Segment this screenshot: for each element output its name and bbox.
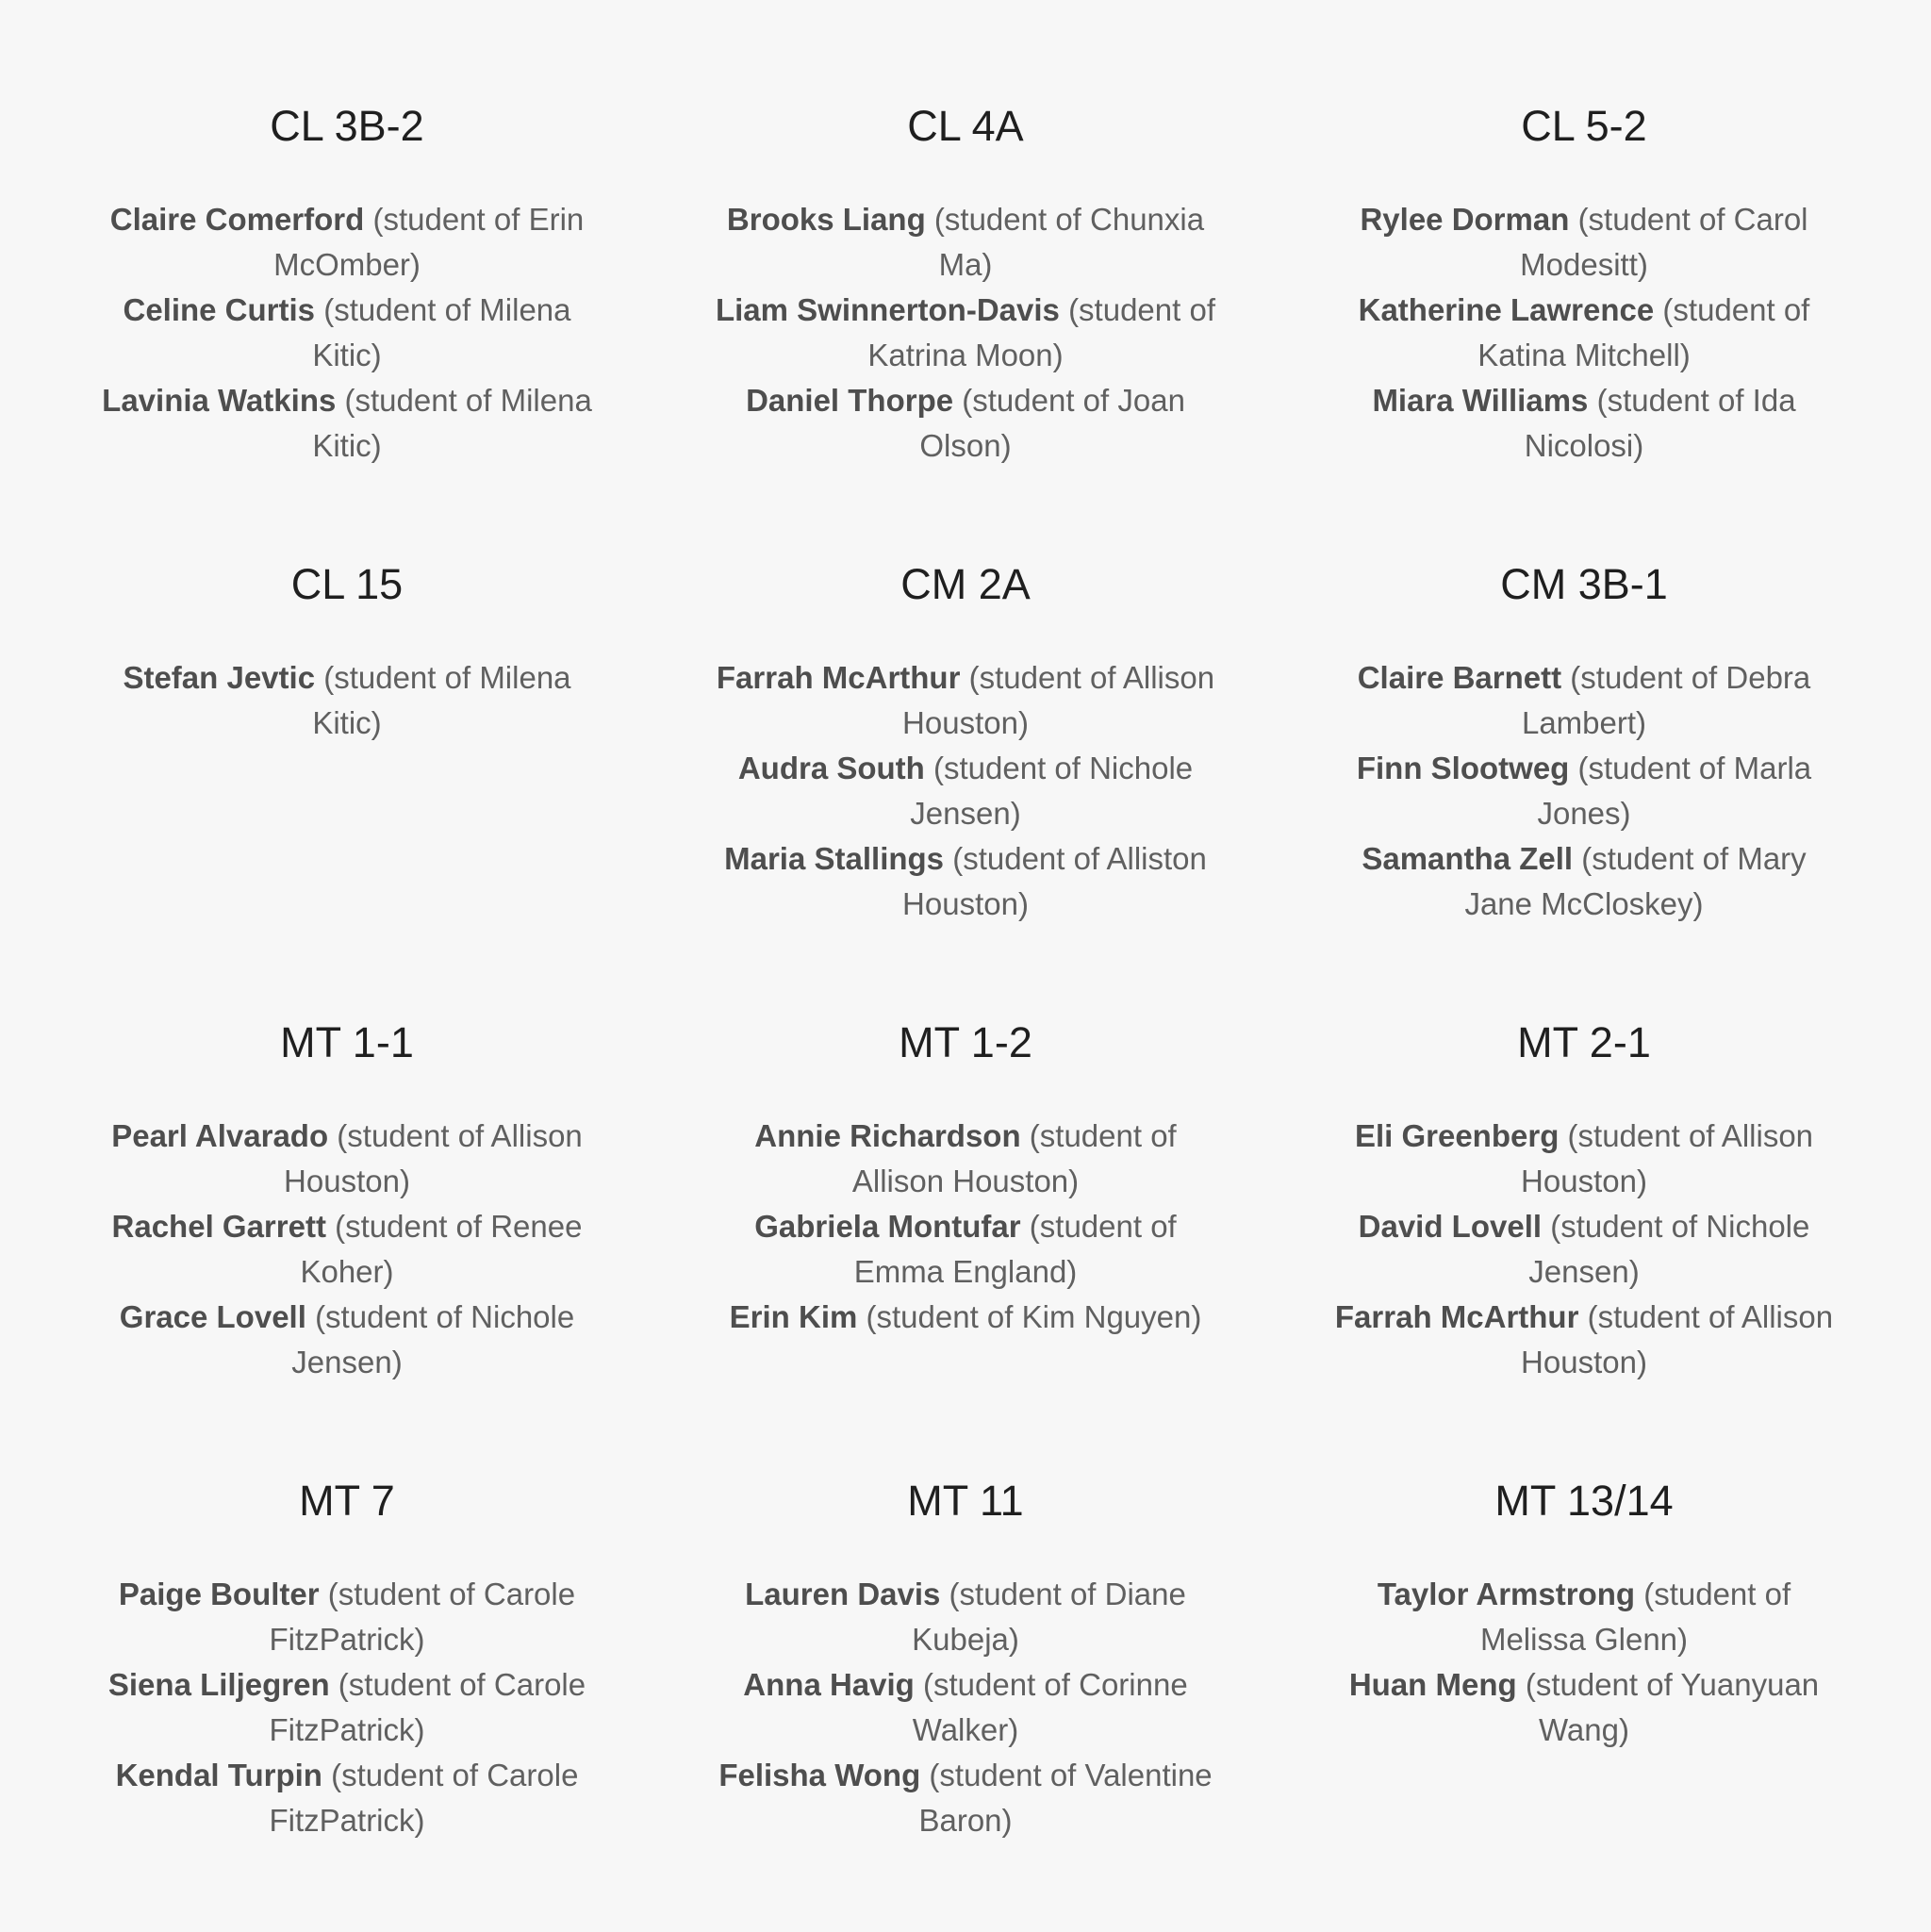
list-item xyxy=(1331,746,1837,836)
student-name: Lavinia Watkins xyxy=(102,383,337,418)
list-item xyxy=(713,1662,1218,1753)
student-name: Anna Havig xyxy=(743,1667,915,1702)
list-item xyxy=(1331,378,1837,469)
teacher-note: (student of Carole FitzPatrick) xyxy=(269,1667,586,1747)
student-list xyxy=(1331,197,1837,469)
teacher-note: (student of Chunxia Ma) xyxy=(933,202,1205,282)
list-item xyxy=(94,288,600,378)
category-title: MT 7 xyxy=(299,1477,395,1525)
student-name: Samantha Zell xyxy=(1362,841,1574,876)
category-block xyxy=(38,1375,656,1838)
teacher-note: (student of Carol Modesitt) xyxy=(1520,202,1808,282)
teacher-note: (student of Valentine Baron) xyxy=(918,1758,1213,1838)
teacher-note: (student of Nichole Jensen) xyxy=(291,1299,575,1379)
teacher-note: (student of Mary Jane McCloskey) xyxy=(1464,841,1807,921)
category-title: MT 11 xyxy=(907,1477,1024,1525)
list-item xyxy=(713,1204,1218,1295)
teacher-note: (student of Carole FitzPatrick) xyxy=(269,1577,576,1657)
student-list xyxy=(713,1114,1218,1340)
list-item xyxy=(1331,1114,1837,1204)
student-name: Taylor Armstrong xyxy=(1377,1577,1636,1611)
teacher-note: (student of Milena Kitic) xyxy=(312,383,592,463)
student-name: Audra South xyxy=(737,751,925,785)
teacher-note: (student of Joan Olson) xyxy=(919,383,1185,463)
student-name: Katherine Lawrence xyxy=(1358,292,1655,327)
teacher-note: (student of Allison Houston) xyxy=(851,1118,1177,1198)
list-item xyxy=(94,1753,600,1843)
teacher-note: (student of Allison Houston) xyxy=(284,1118,583,1198)
student-name: Claire Comerford xyxy=(109,202,365,237)
list-item xyxy=(1331,288,1837,378)
student-list xyxy=(1331,655,1837,927)
category-block xyxy=(1275,916,1893,1379)
list-item xyxy=(713,655,1218,746)
list-item xyxy=(1331,1572,1837,1662)
category-block xyxy=(38,458,656,916)
student-name: Farrah McArthur xyxy=(716,660,961,695)
list-item xyxy=(713,1572,1218,1662)
list-item xyxy=(1331,655,1837,746)
category-title: CM 3B-1 xyxy=(1500,560,1668,608)
student-name: Pearl Alvarado xyxy=(111,1118,329,1153)
student-name: Brooks Liang xyxy=(726,202,926,237)
list-item xyxy=(94,1204,600,1295)
category-title: MT 13/14 xyxy=(1494,1477,1674,1525)
student-name: Celine Curtis xyxy=(123,292,316,327)
student-name: Annie Richardson xyxy=(754,1118,1021,1153)
student-list xyxy=(1331,1114,1837,1385)
list-item xyxy=(1331,1295,1837,1385)
list-item xyxy=(94,655,600,746)
student-name: Finn Slootweg xyxy=(1356,751,1570,785)
student-name: Daniel Thorpe xyxy=(746,383,954,418)
list-item xyxy=(1331,836,1837,927)
results-grid xyxy=(38,0,1893,1838)
category-block xyxy=(38,916,656,1379)
category-block xyxy=(656,1375,1275,1838)
student-name: Rachel Garrett xyxy=(111,1209,326,1244)
list-item xyxy=(713,1295,1218,1340)
list-item xyxy=(713,288,1218,378)
student-list xyxy=(94,655,600,746)
category-title: CL 5-2 xyxy=(1521,102,1647,150)
category-block xyxy=(656,458,1275,921)
teacher-note: (student of Nichole Jensen) xyxy=(910,751,1194,831)
category-block xyxy=(38,0,656,463)
student-name: David Lovell xyxy=(1358,1209,1543,1244)
category-block xyxy=(1275,1375,1893,1833)
category-title: CL 3B-2 xyxy=(270,102,424,150)
student-list xyxy=(713,197,1218,469)
student-name: Kendal Turpin xyxy=(115,1758,322,1792)
teacher-note: (student of Renee Koher) xyxy=(300,1209,583,1289)
student-name: Maria Stallings xyxy=(724,841,945,876)
student-list xyxy=(94,197,600,469)
list-item xyxy=(1331,1204,1837,1295)
teacher-note: (student of Erin McOmber) xyxy=(273,202,585,282)
teacher-note: (student of Debra Lambert) xyxy=(1521,660,1811,740)
list-item xyxy=(713,1114,1218,1204)
student-name: Grace Lovell xyxy=(119,1299,306,1334)
student-list xyxy=(94,1114,600,1385)
student-list xyxy=(713,655,1218,927)
teacher-note: (student of Carole FitzPatrick) xyxy=(269,1758,579,1838)
category-block xyxy=(656,916,1275,1375)
teacher-note: (student of Marla Jones) xyxy=(1537,751,1812,831)
list-item xyxy=(1331,1662,1837,1753)
student-list xyxy=(713,1572,1218,1843)
teacher-note: (student of Nichole Jensen) xyxy=(1528,1209,1810,1289)
teacher-note: (student of Emma England) xyxy=(853,1209,1177,1289)
teacher-note: (student of Corinne Walker) xyxy=(912,1667,1188,1747)
teacher-note: (student of Ida Nicolosi) xyxy=(1524,383,1796,463)
list-item xyxy=(713,1753,1218,1843)
teacher-note: (student of Yuanyuan Wang) xyxy=(1525,1667,1820,1747)
student-name: Miara Williams xyxy=(1372,383,1589,418)
student-name: Stefan Jevtic xyxy=(123,660,316,695)
list-item xyxy=(94,1572,600,1662)
teacher-note: (student of Milena Kitic) xyxy=(312,660,571,740)
student-name: Rylee Dorman xyxy=(1360,202,1570,237)
category-block xyxy=(1275,0,1893,463)
teacher-note: (student of Allison Houston) xyxy=(1521,1118,1814,1198)
list-item xyxy=(713,378,1218,469)
teacher-note: (student of Katina Mitchell) xyxy=(1477,292,1810,372)
list-item xyxy=(94,1295,600,1385)
teacher-note: (student of Melissa Glenn) xyxy=(1479,1577,1791,1657)
student-list xyxy=(1331,1572,1837,1753)
student-list xyxy=(94,1572,600,1843)
teacher-note: (student of Allison Houston) xyxy=(902,660,1215,740)
student-name: Felisha Wong xyxy=(718,1758,921,1792)
student-name: Gabriela Montufar xyxy=(754,1209,1021,1244)
teacher-note: (student of Allison Houston) xyxy=(1521,1299,1834,1379)
list-item xyxy=(94,1662,600,1753)
list-item xyxy=(713,836,1218,927)
student-name: Lauren Davis xyxy=(745,1577,941,1611)
teacher-note: (student of Katrina Moon) xyxy=(867,292,1215,372)
category-block xyxy=(656,0,1275,463)
list-item xyxy=(713,197,1218,288)
list-item xyxy=(94,1114,600,1204)
teacher-note: (student of Alliston Houston) xyxy=(902,841,1207,921)
student-name: Huan Meng xyxy=(1348,1667,1517,1702)
student-name: Erin Kim xyxy=(729,1299,858,1334)
student-name: Claire Barnett xyxy=(1357,660,1562,695)
category-title: CM 2A xyxy=(900,560,1031,608)
list-item xyxy=(1331,197,1837,288)
student-name: Siena Liljegren xyxy=(107,1667,330,1702)
category-title: MT 1-2 xyxy=(899,1018,1032,1066)
list-item xyxy=(94,197,600,288)
category-block xyxy=(1275,458,1893,921)
teacher-note: (student of Kim Nguyen) xyxy=(866,1299,1202,1334)
student-name: Liam Swinnerton-Davis xyxy=(715,292,1060,327)
category-title: CL 15 xyxy=(290,560,404,608)
category-title: CL 4A xyxy=(907,102,1024,150)
category-title: MT 2-1 xyxy=(1517,1018,1651,1066)
teacher-note: (student of Milena Kitic) xyxy=(312,292,571,372)
category-title: MT 1-1 xyxy=(280,1018,414,1066)
teacher-note: (student of Diane Kubeja) xyxy=(912,1577,1186,1657)
student-name: Farrah McArthur xyxy=(1334,1299,1579,1334)
list-item xyxy=(713,746,1218,836)
list-item xyxy=(94,378,600,469)
student-name: Paige Boulter xyxy=(118,1577,320,1611)
student-name: Eli Greenberg xyxy=(1354,1118,1560,1153)
